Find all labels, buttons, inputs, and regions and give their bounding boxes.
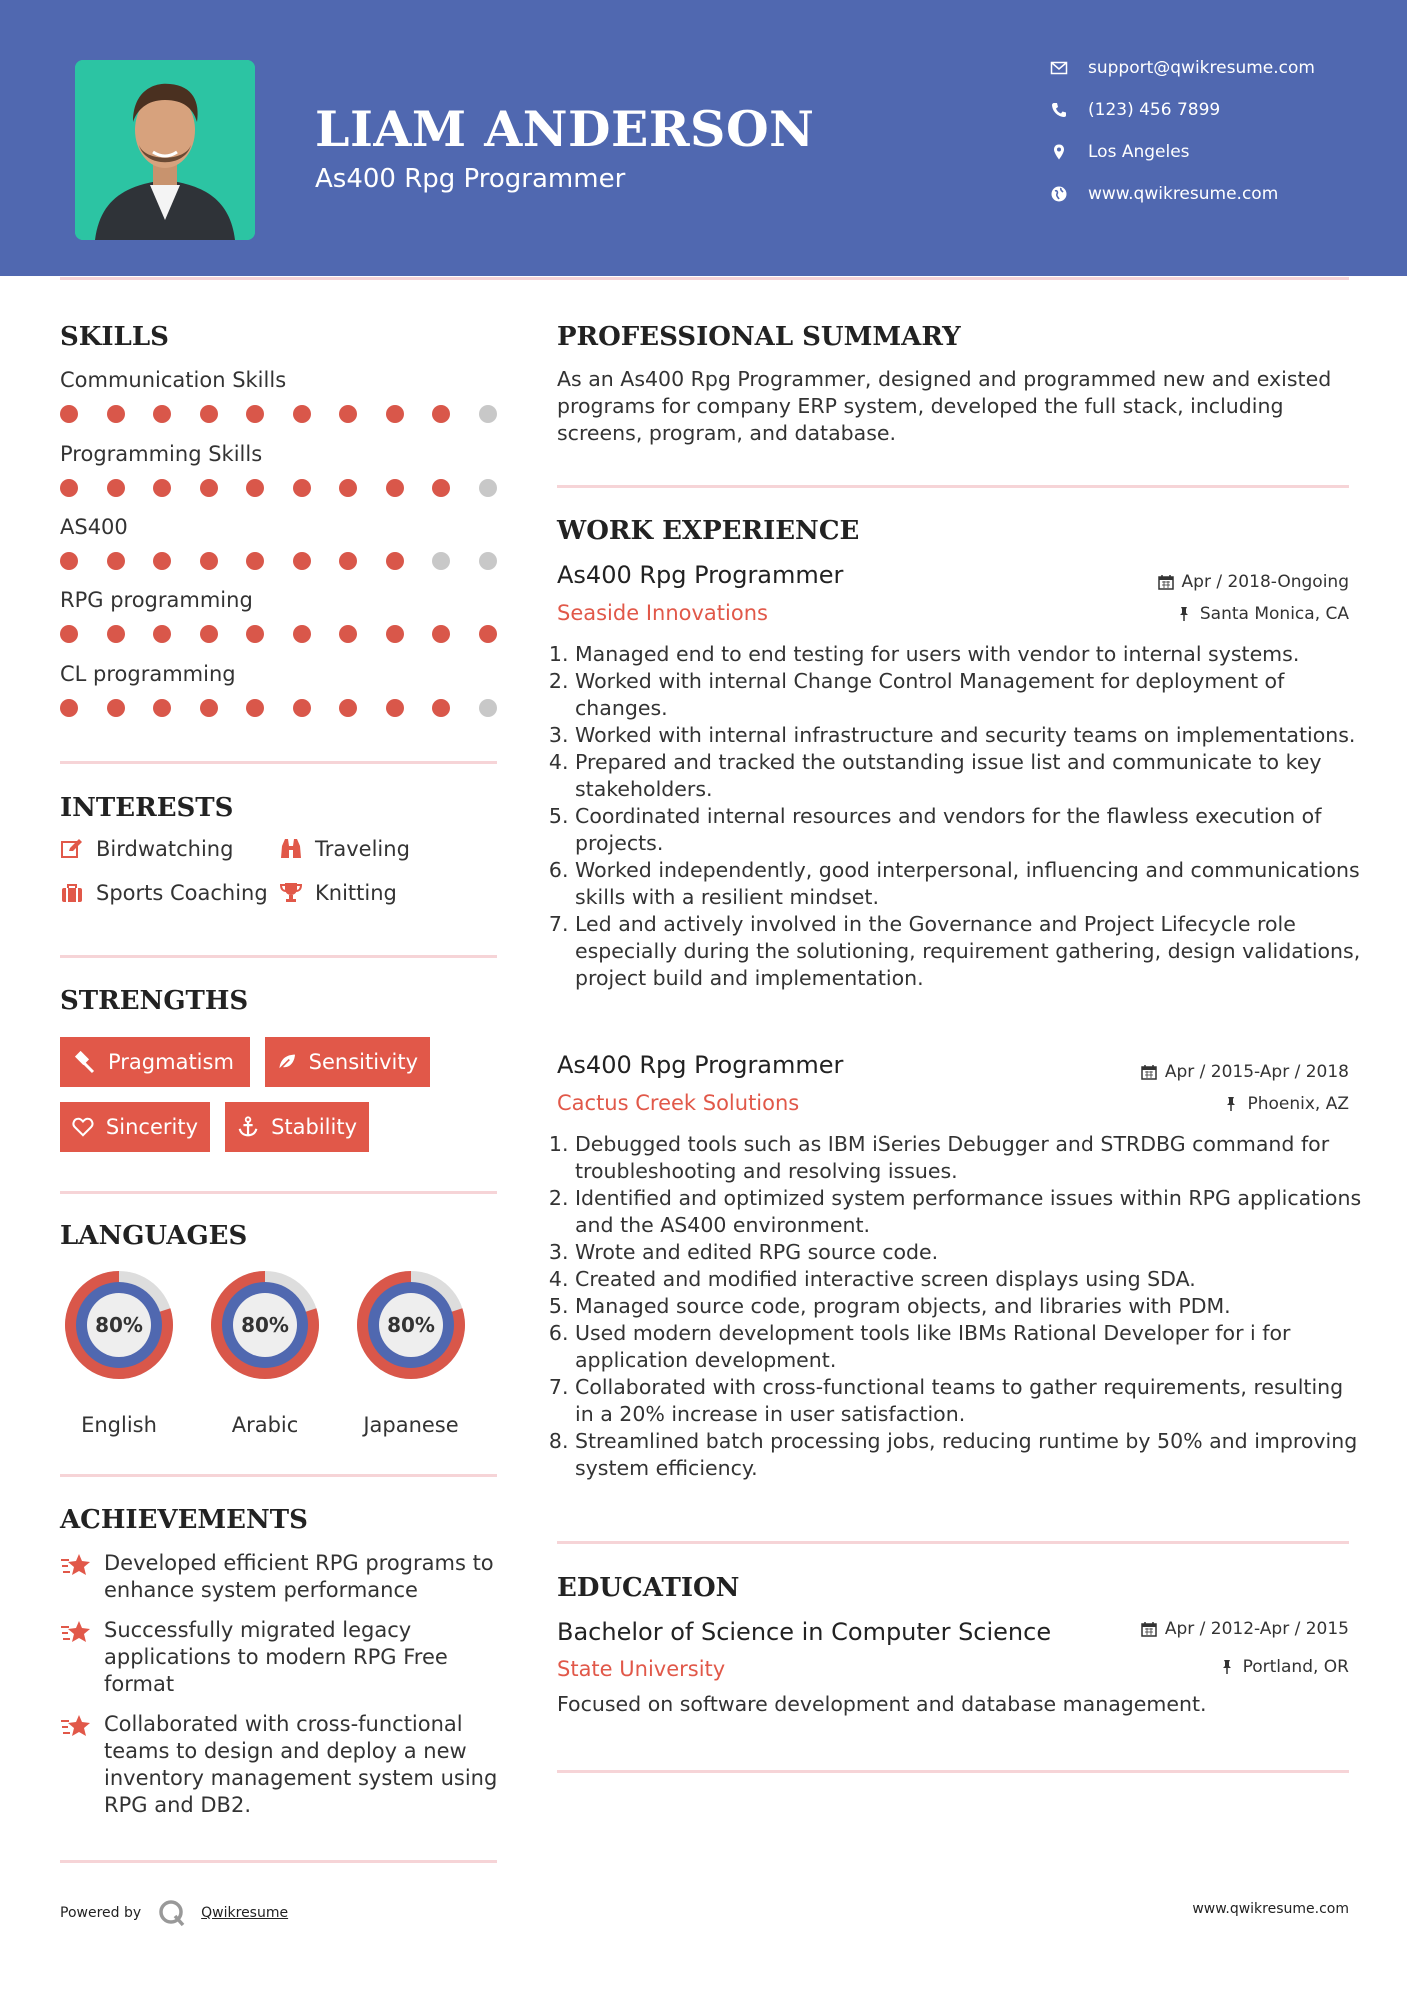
job-bullet: 8. Streamlined batch processing jobs, reducing runtime by 50% and improving system efficiency. [575,1428,1365,1482]
strength-label: Stability [271,1115,357,1139]
rating-dot-filled [386,699,404,717]
achievement-text: Collaborated with cross-functional teams to design and deploy a new inventory management system using RPG and DB2. [104,1712,498,1817]
rating-dot-filled [293,405,311,423]
language-percent: 80% [387,1313,435,1337]
strength-label: Sincerity [105,1115,198,1139]
star-award-icon [60,1552,92,1580]
header [0,0,1407,276]
job-bullet: 7. Led and actively involved in the Governance and Project Lifecycle role especially during the solutioning, requirement gathering, design validations, project build and implementation. [575,911,1365,992]
rating-dot-filled [339,552,357,570]
skill-name: AS400 [60,515,128,539]
footer-website[interactable]: www.qwikresume.com [1192,1901,1349,1917]
rating-dot-filled [153,699,171,717]
skill-rating [60,552,525,570]
job-dates-text: Apr / 2018-Ongoing [1181,572,1349,592]
section-divider [557,1770,1349,1773]
rating-dot-filled [107,625,125,643]
language-percent: 80% [241,1313,289,1337]
star-award-icon [60,1619,92,1647]
language-item [351,1265,471,1437]
job-bullet: 5. Coordinated internal resources and vendors for the flawless execution of projects. [575,803,1365,857]
strength-label: Sensitivity [308,1050,418,1074]
envelope-icon [1050,59,1068,77]
qwikresume-logo-icon [157,1898,187,1928]
job-dates [1141,1062,1349,1082]
language-donut [59,1265,179,1385]
interest-item [60,881,268,905]
strength-badge [60,1037,250,1087]
rating-dot-filled [246,699,264,717]
phone-icon [1050,101,1068,119]
interest-label: Sports Coaching [96,881,268,905]
contact-location [1050,142,1190,162]
map-pin-icon [1050,143,1068,161]
language-item [205,1265,325,1437]
job-bullet: 1. Debugged tools such as IBM iSeries Debugger and STRDBG command for troubleshooting and resolving issues. [575,1131,1365,1185]
pushpin-icon [1176,606,1192,622]
section-divider [60,1474,497,1477]
rating-dot-empty [479,552,497,570]
language-percent: 80% [95,1313,143,1337]
language-donut [351,1265,471,1385]
calendar-icon [1141,1064,1157,1080]
rating-dot-filled [246,625,264,643]
job-bullet: 4. Created and modified interactive screen displays using SDA. [575,1266,1365,1293]
section-divider [60,955,497,958]
trophy-icon [279,881,303,905]
rating-dot-filled [107,479,125,497]
interest-label: Knitting [315,881,397,905]
rating-dot-filled [432,405,450,423]
interests-title: INTERESTS [60,793,234,823]
rating-dot-filled [386,552,404,570]
rating-dot-filled [200,625,218,643]
job-bullet: 3. Worked with internal infrastructure and security teams on implementations. [575,722,1365,749]
rating-dot-filled [153,552,171,570]
section-divider [557,485,1349,488]
language-item [59,1265,179,1437]
job-bullet: 1. Managed end to end testing for users with vendor to internal systems. [575,641,1365,668]
rating-dot-filled [200,479,218,497]
rating-dot-filled [386,405,404,423]
rating-dot-filled [60,625,78,643]
skill-rating [60,479,525,497]
interest-item [60,837,233,861]
contact-location-text: Los Angeles [1088,142,1190,162]
skill-name: RPG programming [60,588,253,612]
rating-dot-filled [432,699,450,717]
language-label: Arabic [231,1413,299,1437]
section-divider [60,1191,497,1194]
rating-dot-filled [386,625,404,643]
contact-phone[interactable] [1050,100,1220,120]
rating-dot-filled [246,405,264,423]
job-bullet: 2. Identified and optimized system performance issues within RPG applications and the AS400 environment. [575,1185,1365,1239]
job-location [1176,604,1349,624]
rating-dot-filled [107,552,125,570]
gavel-icon [72,1050,96,1074]
education-degree: Bachelor of Science in Computer Science [557,1618,1052,1646]
job-location-text: Santa Monica, CA [1199,604,1349,624]
candidate-name: LIAM ANDERSON [315,100,815,158]
job-dates [1158,572,1349,592]
contact-email-text: support@qwikresume.com [1088,58,1315,78]
achievement-item [60,1550,500,1604]
skill-rating [60,405,525,423]
rating-dot-filled [432,479,450,497]
interest-label: Birdwatching [96,837,234,861]
job-company: Cactus Creek Solutions [557,1091,800,1115]
job-bullets [557,1131,1365,1482]
education-title: EDUCATION [557,1573,740,1603]
rating-dot-filled [60,699,78,717]
rating-dot-filled [293,479,311,497]
language-label: Japanese [363,1413,459,1437]
strength-badge [60,1102,210,1152]
rating-dot-filled [60,552,78,570]
strength-label: Pragmatism [108,1050,234,1074]
rating-dot-filled [386,479,404,497]
briefcase-icon [60,881,84,905]
job-location-text: Phoenix, AZ [1247,1094,1349,1114]
skill-name: Communication Skills [60,368,287,392]
job-bullet: 6. Used modern development tools like IBMs Rational Developer for i for application development. [575,1320,1365,1374]
education-description: Focused on software development and database management. [557,1692,1207,1716]
strengths-title: STRENGTHS [60,986,249,1016]
achievement-text: Successfully migrated legacy applications to modern RPG Free format [104,1618,448,1696]
job-location [1223,1094,1349,1114]
job-company: Seaside Innovations [557,601,768,625]
language-donut [205,1265,325,1385]
rating-dot-filled [293,699,311,717]
leaf-icon [277,1050,297,1074]
brand-link[interactable]: Qwikresume [201,1905,289,1921]
rating-dot-filled [153,405,171,423]
work-title: WORK EXPERIENCE [557,516,860,546]
rating-dot-filled [200,552,218,570]
calendar-icon [1141,1621,1157,1637]
job-bullet: 2. Worked with internal Change Control Management for deployment of changes. [575,668,1365,722]
rating-dot-filled [60,405,78,423]
rating-dot-filled [153,479,171,497]
achievements-title: ACHIEVEMENTS [60,1505,308,1535]
job-bullet: 5. Managed source code, program objects, and libraries with PDM. [575,1293,1365,1320]
job-bullets [557,641,1365,992]
contact-phone-text: (123) 456 7899 [1088,100,1221,120]
strength-badge [265,1037,430,1087]
education-location [1219,1657,1349,1677]
achievement-text: Developed efficient RPG programs to enhance system performance [104,1551,494,1602]
rating-dot-filled [339,699,357,717]
binoculars-icon [279,837,303,861]
education-school: State University [557,1657,726,1681]
powered-by-label: Powered by [60,1905,142,1921]
section-divider [557,1541,1349,1544]
rating-dot-filled [339,405,357,423]
skill-name: Programming Skills [60,442,263,466]
section-divider [60,761,497,764]
rating-dot-filled [293,552,311,570]
candidate-role: As400 Rpg Programmer [315,164,626,194]
contact-website[interactable] [1050,184,1278,204]
summary-title: PROFESSIONAL SUMMARY [557,322,961,352]
rating-dot-filled [479,625,497,643]
education-dates [1141,1619,1349,1639]
language-label: English [81,1413,157,1437]
skill-rating [60,699,525,717]
star-award-icon [60,1713,92,1741]
anchor-icon [237,1115,259,1139]
rating-dot-filled [60,479,78,497]
globe-icon [1050,185,1068,203]
pushpin-icon [1219,1659,1235,1675]
profile-photo [75,60,255,240]
rating-dot-filled [153,625,171,643]
rating-dot-filled [200,405,218,423]
interest-item [279,837,410,861]
job-title: As400 Rpg Programmer [557,561,844,589]
rating-dot-filled [107,699,125,717]
job-bullet: 3. Wrote and edited RPG source code. [575,1239,1365,1266]
rating-dot-empty [479,405,497,423]
header-divider [60,277,1349,280]
skill-rating [60,625,525,643]
education-dates-text: Apr / 2012-Apr / 2015 [1164,1619,1349,1639]
job-dates-text: Apr / 2015-Apr / 2018 [1164,1062,1349,1082]
rating-dot-filled [432,625,450,643]
job-bullet: 7. Collaborated with cross-functional teams to gather requirements, resulting in a 20% increase in user satisfaction. [575,1374,1365,1428]
skills-title: SKILLS [60,322,169,352]
footer-powered [60,1898,288,1928]
calendar-icon [1158,574,1174,590]
rating-dot-filled [200,699,218,717]
languages-title: LANGUAGES [60,1221,248,1251]
rating-dot-filled [107,405,125,423]
rating-dot-empty [479,699,497,717]
rating-dot-filled [293,625,311,643]
education-location-text: Portland, OR [1242,1657,1349,1677]
skill-name: CL programming [60,662,236,686]
pushpin-icon [1223,1096,1239,1112]
interest-item [279,881,397,905]
rating-dot-empty [479,479,497,497]
achievement-item [60,1711,500,1819]
rating-dot-empty [432,552,450,570]
rating-dot-filled [246,552,264,570]
strength-badge [225,1102,369,1152]
heart-icon [72,1115,94,1139]
job-title: As400 Rpg Programmer [557,1051,844,1079]
achievement-item [60,1617,500,1698]
edit-icon [60,837,84,861]
job-bullet: 6. Worked independently, good interpersonal, influencing and communications skills with a resilient mindset. [575,857,1365,911]
section-divider [60,1860,497,1863]
rating-dot-filled [246,479,264,497]
contact-email[interactable] [1050,58,1315,78]
rating-dot-filled [339,479,357,497]
contact-website-text: www.qwikresume.com [1088,184,1279,204]
rating-dot-filled [339,625,357,643]
summary-text: As an As400 Rpg Programmer, designed and programmed new and existed programs for company ERP system, developed the full stack, including screens, program, and database. [557,367,1332,445]
job-bullet: 4. Prepared and tracked the outstanding issue list and communicate to key stakeholders. [575,749,1365,803]
interest-label: Traveling [315,837,410,861]
